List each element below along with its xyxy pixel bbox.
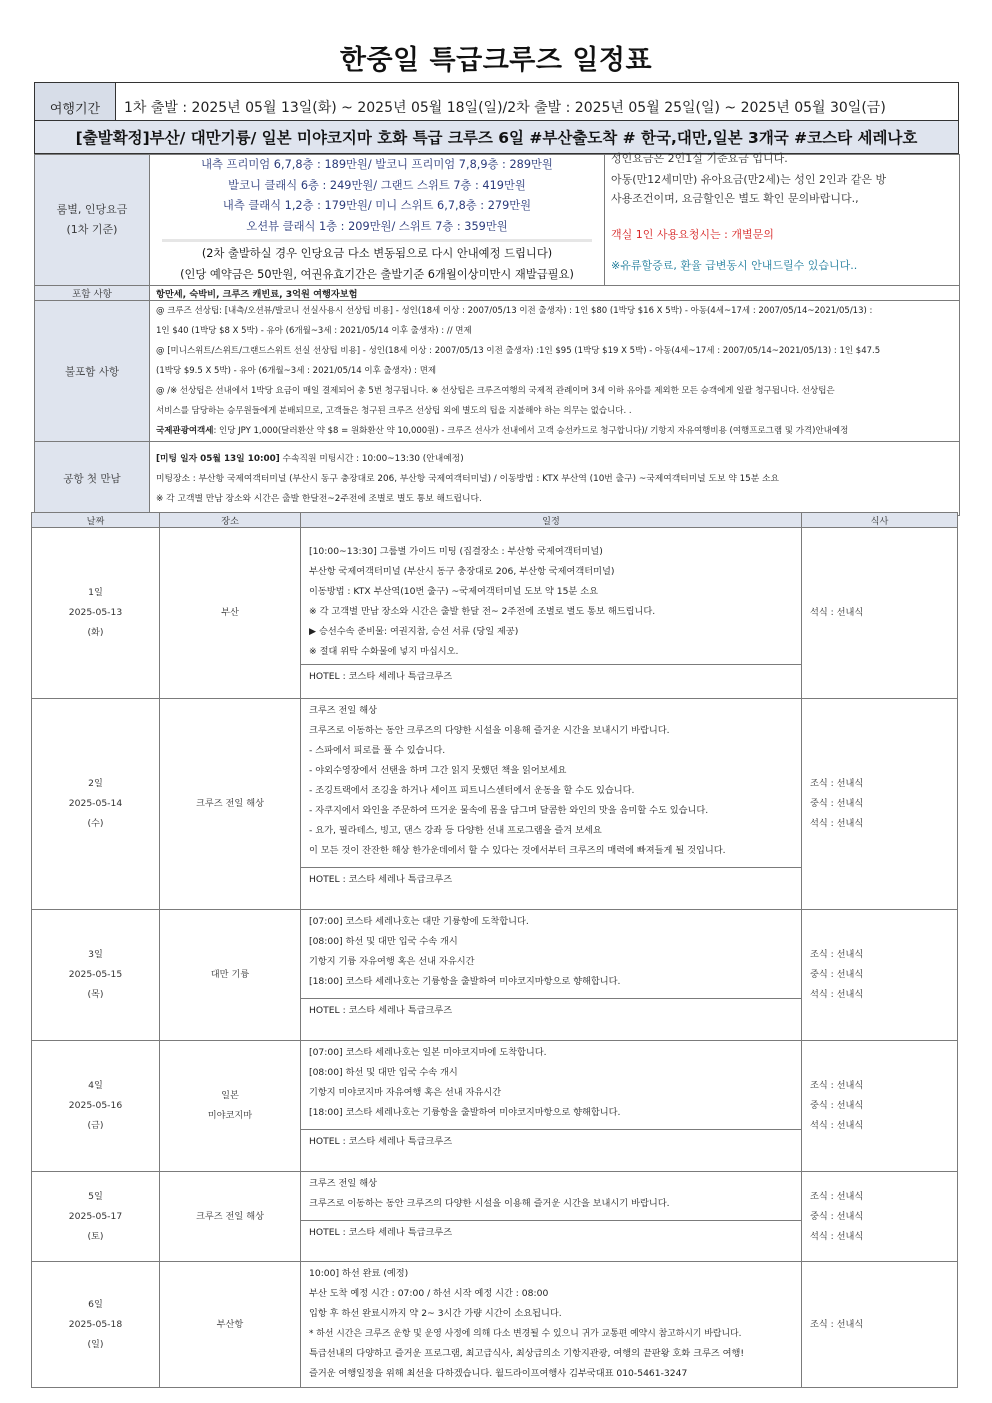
excluded-line: @ [미니스위트/스위트/그랜드스위트 선실 선상팁 비용] - 성인(18세 이상 : 2007/05/13 이전 출생자) :1인 $95 (1박당 $19 X 5박) - 아동(4세~17세 : 2007/05/14~2021/05/13) : 1인 $47.5 [156, 346, 881, 356]
itinerary-cell [301, 528, 802, 699]
header-itinerary: 일정 [301, 513, 802, 528]
price-note: (인당 예약금은 50만원, 여권유효기간은 출발기준 6개월이상미만시 재발급필요) [180, 267, 574, 281]
page-title: 한중일 특급크루즈 일정표 [339, 45, 653, 76]
header-day: 날짜 [32, 513, 160, 528]
day-weekday: (금) [87, 1120, 104, 1131]
place-cell: 대만 기륭 [160, 910, 301, 1041]
tax-text: : 인당 JPY 1,000(달러환산 약 $8 = 원화환산 약 10,000원) - 크루즈 선사가 선내에서 고객 승선카드로 청구합니다)/ 기항지 자유여행비용 (여행프로그램 및 가격)안내예정 [213, 426, 849, 436]
meal-cell [802, 699, 958, 910]
excluded-line: @ 크루즈 선상팁: [내측/오션뷰/발코니 선실사용시 선상팁 비용] - 성인(18세 이상 : 2007/05/13 이전 출생자) : 1인 $80 (1박당 $16 X 5박) - 아동(4세~17세 : 2007/05/14~2021/05/13) : [156, 306, 873, 316]
itinerary-cell [301, 1262, 802, 1388]
day-weekday: (일) [87, 1338, 104, 1350]
day-weekday: (화) [87, 627, 104, 638]
hotel-line: HOTEL : 코스타 세레나 특급크루즈 [301, 664, 801, 689]
price-line: 내측 클래식 1,2층 : 179만원/ 미니 스위트 6,7,8층 : 279만원 [222, 199, 532, 212]
room-label-line2: (1차 기준) [66, 223, 118, 236]
day-date: 2025-05-17 [68, 1210, 123, 1222]
day-date: 2025-05-13 [68, 607, 123, 618]
meal-cell [802, 1262, 958, 1388]
hotel-line: HOTEL : 코스타 세레나 특급크루즈 [301, 1220, 801, 1245]
meal-line: 석식 : 선내식 [810, 818, 864, 829]
itinerary-line: 크루즈 전일 해상 [309, 705, 377, 716]
period-label-text: 여행기간 [49, 102, 101, 117]
place-cell: 크루즈 전일 해상 [160, 1172, 301, 1262]
meeting-line: ※ 각 고객별 만남 장소와 시간은 출발 한달전~2주전에 조별로 별도 통보 해드립니다. [156, 493, 482, 504]
place-cell: 부산 [160, 528, 301, 699]
meeting-line [156, 449, 953, 469]
itinerary-line: 이동방법 : KTX 부산역(10번 출구) ~국제여객터미널 도보 약 15분 소요 [309, 586, 598, 597]
day-number: 4일 [88, 1080, 103, 1091]
table-row [32, 1172, 958, 1262]
itinerary-cell [301, 1172, 802, 1262]
divider [162, 239, 592, 242]
itinerary-cell [301, 1041, 802, 1172]
itinerary-line: ※ 각 고객별 만남 장소와 시간은 출발 한달 전~ 2주전에 조별로 별도 통보 해드립니다. [309, 606, 656, 617]
table-row [32, 1041, 958, 1172]
itinerary-line: - 야외수영장에서 선탠을 하며 그간 읽지 못했던 책을 읽어보세요 [309, 765, 567, 776]
single-room-note: 객실 1인 사용요청시는 : 개별문의 [611, 228, 774, 241]
excluded-line: 1인 $40 (1박당 $8 X 5박) - 유아 (6개월~3세 : 2021/05/14 이후 출생자) : // 면제 [156, 326, 472, 336]
price-line: 오션뷰 클래식 1층 : 209만원/ 스위트 7층 : 359만원 [246, 219, 508, 233]
day-cell [32, 699, 160, 910]
meal-line: 중식 : 선내식 [810, 798, 864, 809]
excluded-line: (1박당 $9.5 X 5박) - 유아 (6개월~3세 : 2021/05/14 이후 출생자) : 면제 [156, 366, 437, 376]
excluded-tax-line [156, 421, 953, 441]
included-label: 포함 사항 [35, 286, 150, 301]
excluded-line: 서비스를 담당하는 승무원들에게 분배되므로, 고객들은 청구된 크루즈 선상팁 외에 별도의 팁을 지불해야 하는 의무는 없습니다. . [156, 406, 632, 416]
place-line: 일본 [221, 1090, 239, 1101]
day-cell [32, 1041, 160, 1172]
price-note: (2차 출발하실 경우 인당요금 다소 변동됨으로 다시 안내예정 드립니다) [201, 247, 553, 260]
itinerary-line: [08:00] 하선 및 대만 입국 수속 개시 [309, 936, 458, 947]
itinerary-line: 기항지 기륭 자유여행 혹은 선내 자유시간 [309, 956, 475, 967]
day-date: 2025-05-15 [68, 969, 123, 980]
day-cell [32, 1172, 160, 1262]
itinerary-line: ▶ 승선수속 준비물: 여권지참, 승선 서류 (당일 제공) [309, 626, 519, 637]
schedule-table [31, 512, 958, 1388]
room-label-line1: 룸별, 인당요금 [56, 203, 128, 216]
meal-line: 조식 : 선내식 [810, 1190, 864, 1202]
itinerary-line: - 스파에서 피로를 풀 수 있습니다. [309, 745, 446, 756]
price-line: 내측 프리미엄 6,7,8층 : 189만원/ 발코니 프리미엄 7,8,9층 : 289만원 [201, 158, 553, 171]
itinerary-line: * 하선 시간은 크루즈 운항 및 운영 사정에 의해 다소 변경될 수 있으니 귀가 교통편 예약시 참고하시기 바랍니다. [309, 1329, 742, 1339]
day-number: 2일 [88, 778, 103, 789]
place-line: 미야코지마 [207, 1110, 253, 1121]
place-cell [160, 1041, 301, 1172]
meeting-line: 미팅장소 : 부산항 국제여객터미널 (부산시 동구 충장대로 206, 부산항 국제여객터미널) / 이동방법 : KTX 부산역 (10번 출구) ~국제여객터미널 도보 약 15분 소요 [156, 473, 780, 484]
day-date: 2025-05-14 [68, 798, 123, 809]
room-prices [150, 155, 605, 286]
itinerary-line: 크루즈로 이동하는 동안 크루즈의 다양한 시설을 이용해 즐거운 시간을 보내시기 바랍니다. [309, 1198, 670, 1209]
day-number: 6일 [88, 1298, 103, 1310]
meeting-text [150, 442, 960, 516]
meal-line: 조식 : 선내식 [810, 1080, 864, 1091]
place-cell: 부산항 [160, 1262, 301, 1388]
day-cell [32, 528, 160, 699]
itinerary-line: 기항지 미야코지마 자유여행 혹은 선내 자유시간 [309, 1087, 502, 1098]
excluded-label: 불포함 사항 [35, 301, 150, 442]
meal-cell [802, 1041, 958, 1172]
itinerary-line: 특급선내의 다양하고 즐거운 프로그램, 최고급식사, 최상급의소 기항지관광, 여행의 끝판왕 호화 크루즈 여행! [309, 1348, 745, 1359]
side-note: 성인요금은 2인1실 기준요금 입니다. [611, 152, 788, 165]
period-text [116, 83, 959, 121]
hotel-line: HOTEL : 코스타 세레나 특급크루즈 [301, 998, 801, 1023]
itinerary-line: [07:00] 코스타 세레나호는 일본 미야코지마에 도착합니다. [309, 1047, 547, 1058]
itinerary-line: 크루즈 전일 해상 [309, 1178, 377, 1189]
period-text-value: 1차 출발 : 2025년 05월 13일(화) ~ 2025년 05월 18일(일)/2차 출발 : 2025년 05월 25일(일) ~ 2025년 05월 30일(금) [124, 100, 886, 116]
meal-line: 중식 : 선내식 [810, 969, 864, 980]
room-price-label [35, 155, 150, 286]
itinerary-line: - 조깅트랙에서 조깅을 하거나 세이프 피트니스센터에서 운동을 할 수도 있습니다. [309, 785, 635, 796]
meal-cell [802, 910, 958, 1041]
itinerary-cell [301, 699, 802, 910]
itinerary-line: 이 모든 것이 잔잔한 해상 한가운데에서 할 수 있다는 것에서부터 크루즈의 매력에 빠져들게 될 것입니다. [309, 845, 726, 856]
meal-line: 석식 : 선내식 [810, 607, 864, 618]
day-weekday: (목) [87, 989, 104, 1000]
day-date: 2025-05-18 [68, 1318, 123, 1330]
day-number: 5일 [88, 1190, 103, 1202]
period-label [35, 83, 116, 121]
itinerary-line: ※ 절대 위탁 수화물에 넣지 마십시오. [309, 646, 459, 657]
itinerary-line: - 자쿠지에서 와인을 주문하여 뜨거운 물속에 몸을 담그며 달콤한 와인의 맛을 음미할 수도 있습니다. [309, 805, 709, 816]
day-cell [32, 910, 160, 1041]
itinerary-line: [07:00] 코스타 세레나호는 대만 기륭항에 도착합니다. [309, 916, 529, 927]
meeting-label: 공항 첫 만남 [35, 442, 150, 516]
day-cell [32, 1262, 160, 1388]
itinerary-line: [08:00] 하선 및 대만 입국 수속 개시 [309, 1067, 458, 1078]
info-table [34, 154, 960, 516]
meal-line: 조식 : 선내식 [810, 949, 864, 960]
day-weekday: (토) [87, 1230, 104, 1242]
side-note: 사용조건이며, 요금할인은 별도 확인 문의바랍니다., [611, 192, 859, 205]
itinerary-line: 10:00] 하선 완료 (예정) [309, 1268, 409, 1279]
table-row [32, 699, 958, 910]
place-cell: 크루즈 전일 해상 [160, 699, 301, 910]
hotel-line: HOTEL : 코스타 세레나 특급크루즈 [301, 867, 801, 892]
meeting-time: 수속직원 미팅시간 : 10:00~13:30 (안내예정) [279, 453, 464, 464]
itinerary-line: 부산 도착 예정 시간 : 07:00 / 하선 시작 예정 시간 : 08:00 [309, 1288, 549, 1299]
itinerary-line: 즐거운 여행일정을 위해 최선을 다하겠습니다. 월드라이프여행사 김부국대표 010-5461-3247 [309, 1368, 688, 1379]
itinerary-line: 부산항 국제여객터미널 (부산시 동구 충장대로 206, 부산항 국제여객터미널) [309, 566, 615, 577]
meal-line: 중식 : 선내식 [810, 1100, 864, 1111]
meeting-date: [미팅 일자 05월 13일 10:00] [156, 453, 280, 464]
tax-label: 국제관광여객세 [156, 426, 214, 436]
meal-cell [802, 528, 958, 699]
itinerary-cell [301, 910, 802, 1041]
trip-banner: [출발확정]부산/ 대만기륭/ 일본 미야코지마 호화 특급 크루즈 6일 #부산출도착 # 한국,대만,일본 3개국 #코스타 세레나호 [35, 121, 959, 154]
fuel-surcharge-note: ※유류할증료, 환율 급변동시 안내드릴수 있습니다.. [611, 259, 858, 272]
table-row [32, 528, 958, 699]
table-row [32, 910, 958, 1041]
itinerary-line: - 요가, 필라테스, 빙고, 댄스 강좌 등 다양한 선내 프로그램을 즐겨 보세요 [309, 825, 602, 836]
itinerary-line: [10:00~13:30] 그룹별 가이드 미팅 (집결장소 : 부산항 국제여객터미널) [309, 546, 603, 557]
side-note: 아동(만12세미만) 유아요금(만2세)는 성인 2인과 같은 방 [611, 173, 887, 186]
excluded-line: @ /※ 선상팁은 선내에서 1박당 요금이 매일 결제되어 총 5번 청구됩니다. ※ 선상팁은 크루즈여행의 국제적 관례이며 3세 이하 유아를 제외한 모든 승객에게 일괄 청구됩니다. 선상팁은 [156, 386, 835, 396]
meal-line: 중식 : 선내식 [810, 1210, 864, 1222]
itinerary-line: [18:00] 코스타 세레나호는 기륭항을 출발하여 미야코지마항으로 향해합니다. [309, 976, 621, 987]
included-text: 항만세, 숙박비, 크루즈 캐빈료, 3억원 여행자보험 [150, 286, 960, 301]
header-place: 장소 [160, 513, 301, 528]
day-weekday: (수) [87, 818, 104, 829]
meal-line: 석식 : 선내식 [810, 989, 864, 1000]
itinerary-line: 크루즈로 이동하는 동안 크루즈의 다양한 시설을 이용해 즐거운 시간을 보내시기 바랍니다. [309, 725, 670, 736]
header-table [34, 82, 959, 154]
meal-line: 석식 : 선내식 [810, 1120, 864, 1131]
meal-line: 조식 : 선내식 [810, 778, 864, 789]
header-meal: 식사 [802, 513, 958, 528]
meal-cell [802, 1172, 958, 1262]
day-date: 2025-05-16 [68, 1100, 123, 1111]
meal-line: 석식 : 선내식 [810, 1230, 864, 1242]
table-row [32, 1262, 958, 1388]
day-number: 1일 [88, 587, 103, 598]
excluded-text [150, 301, 960, 442]
itinerary-line: 입항 후 하선 완료시까지 약 2~ 3시간 가량 시간이 소요됩니다. [309, 1308, 562, 1319]
room-side-notes [605, 152, 960, 286]
day-number: 3일 [88, 949, 103, 960]
itinerary-line: [18:00] 코스타 세레나호는 기륭항을 출발하여 미야코지마항으로 향해합니다. [309, 1107, 621, 1118]
price-line: 발코니 클래식 6층 : 249만원/ 그랜드 스위트 7층 : 419만원 [228, 178, 526, 192]
hotel-line: HOTEL : 코스타 세레나 특급크루즈 [301, 1129, 801, 1154]
meal-line: 조식 : 선내식 [810, 1318, 864, 1330]
